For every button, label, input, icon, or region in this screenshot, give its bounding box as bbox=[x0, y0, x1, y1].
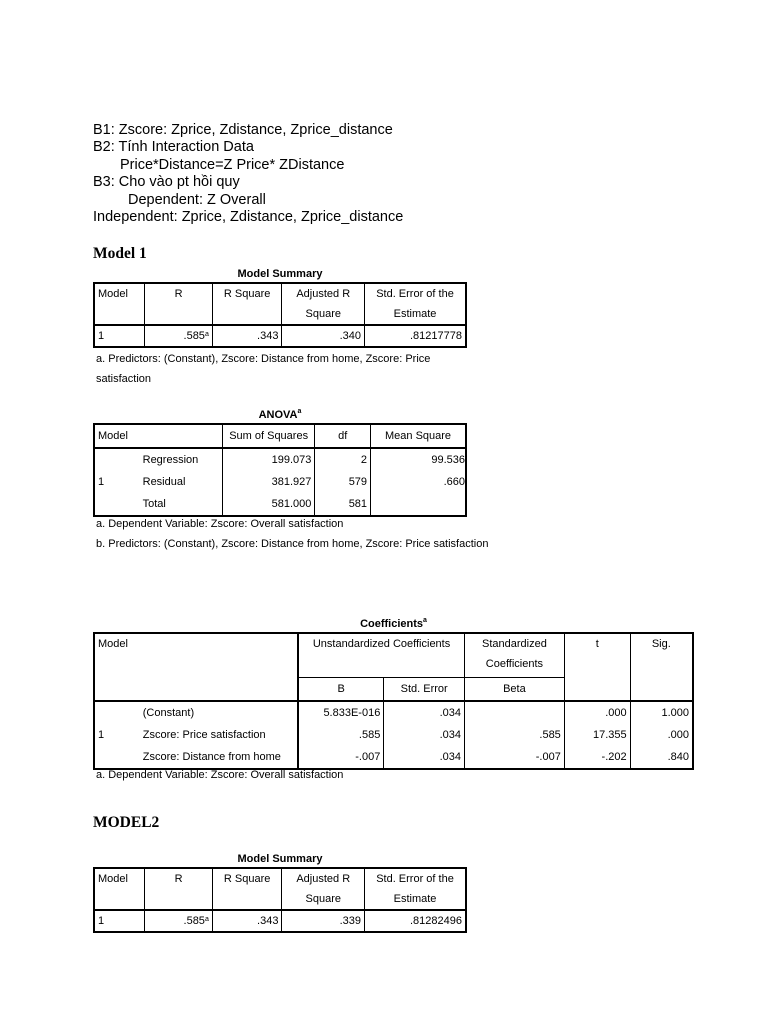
anova-header-ss: Sum of Squares bbox=[222, 424, 315, 448]
anova-table bbox=[93, 423, 467, 517]
header-r: R bbox=[145, 283, 213, 325]
anova-header-model: Model bbox=[94, 424, 222, 448]
table-row: Zscore: Distance from home -.007 .034 -.007 -.202 .840 bbox=[94, 746, 693, 769]
model1-summary-note-cont: satisfaction bbox=[96, 373, 152, 385]
coefficients-title: Coefficients$^a$ bbox=[360, 617, 427, 630]
anova-model-number: 1 bbox=[98, 476, 105, 488]
table-row: 1 (Constant) 5.833E-016 .034 .000 1.000 bbox=[94, 701, 693, 724]
step-b2-formula: Price*Distance=Z Price* ZDistance bbox=[120, 157, 345, 173]
coef-header-b: B bbox=[298, 677, 384, 701]
table-row: Zscore: Price satisfaction .585 .034 .585 17.355 .000 bbox=[94, 724, 693, 746]
coefficients-note: a. Dependent Variable: Zscore: Overall satisfaction bbox=[96, 769, 344, 781]
anova-note-a: a. Dependent Variable: Zscore: Overall satisfaction bbox=[96, 518, 344, 530]
m2-header-model: Model bbox=[94, 868, 145, 910]
model2-summary-table bbox=[93, 867, 467, 933]
model1-summary-note: a. Predictors: (Constant), Zscore: Distance from home, Zscore: Price bbox=[96, 353, 431, 365]
coef-model-number: 1 bbox=[98, 728, 105, 741]
model2-summary-title: Model Summary bbox=[237, 853, 323, 865]
model1-heading: Model 1 bbox=[93, 245, 147, 262]
table-row: Residual 381.927 579 .660 bbox=[94, 471, 466, 493]
model2-heading: MODEL2 bbox=[93, 814, 160, 831]
independent-line: Independent: Zprice, Zdistance, Zprice_distance bbox=[93, 209, 404, 225]
table-row: 1 .585$^a$ .343 .340 .81217778 bbox=[94, 325, 466, 347]
coef-header-beta: Beta bbox=[465, 677, 565, 701]
table-row: Total 581.000 581 bbox=[94, 493, 466, 516]
m2-header-std-error: Std. Error of the Estimate bbox=[376, 873, 454, 905]
anova-header-ms: Mean Square bbox=[385, 430, 452, 442]
header-model: Model bbox=[94, 283, 145, 325]
dependent-line: Dependent: Z Overall bbox=[128, 192, 266, 208]
coef-header-std: Standardized Coefficients bbox=[465, 633, 565, 677]
m2-header-r-square: R Square bbox=[212, 868, 282, 910]
header-std-error: Std. Error of the Estimate bbox=[376, 288, 454, 320]
m2-header-r: R bbox=[145, 868, 213, 910]
step-b3: B3: Cho vào pt hồi quy bbox=[93, 174, 240, 190]
coef-header-se: Std. Error bbox=[384, 677, 465, 701]
coef-header-t: t bbox=[564, 633, 630, 701]
step-b1: B1: Zscore: Zprice, Zdistance, Zprice_distance bbox=[93, 122, 393, 138]
step-b2: B2: Tính Interaction Data bbox=[93, 139, 254, 155]
coef-header-model: Model bbox=[94, 633, 298, 701]
m2-header-adjusted-r: Adjusted R Square bbox=[282, 868, 365, 910]
coef-header-sig: Sig. bbox=[651, 638, 671, 650]
model1-summary-table bbox=[93, 282, 467, 348]
header-r-square: R Square bbox=[212, 283, 282, 325]
header-adjusted-r: Adjusted R Square bbox=[282, 283, 365, 325]
anova-title: ANOVA$^a$ bbox=[258, 408, 302, 421]
model1-summary-title: Model Summary bbox=[237, 268, 323, 280]
coef-header-unstd: Unstandardized Coefficients bbox=[298, 633, 464, 677]
anova-note-b: b. Predictors: (Constant), Zscore: Distance from home, Zscore: Price satisfaction bbox=[96, 538, 489, 550]
table-row: 1 .585$^a$ .343 .339 .81282496 bbox=[94, 910, 466, 932]
table-row: 1 Regression 199.073 2 99.536 bbox=[94, 448, 466, 471]
coefficients-table bbox=[93, 632, 694, 770]
anova-header-df: df bbox=[315, 424, 371, 448]
